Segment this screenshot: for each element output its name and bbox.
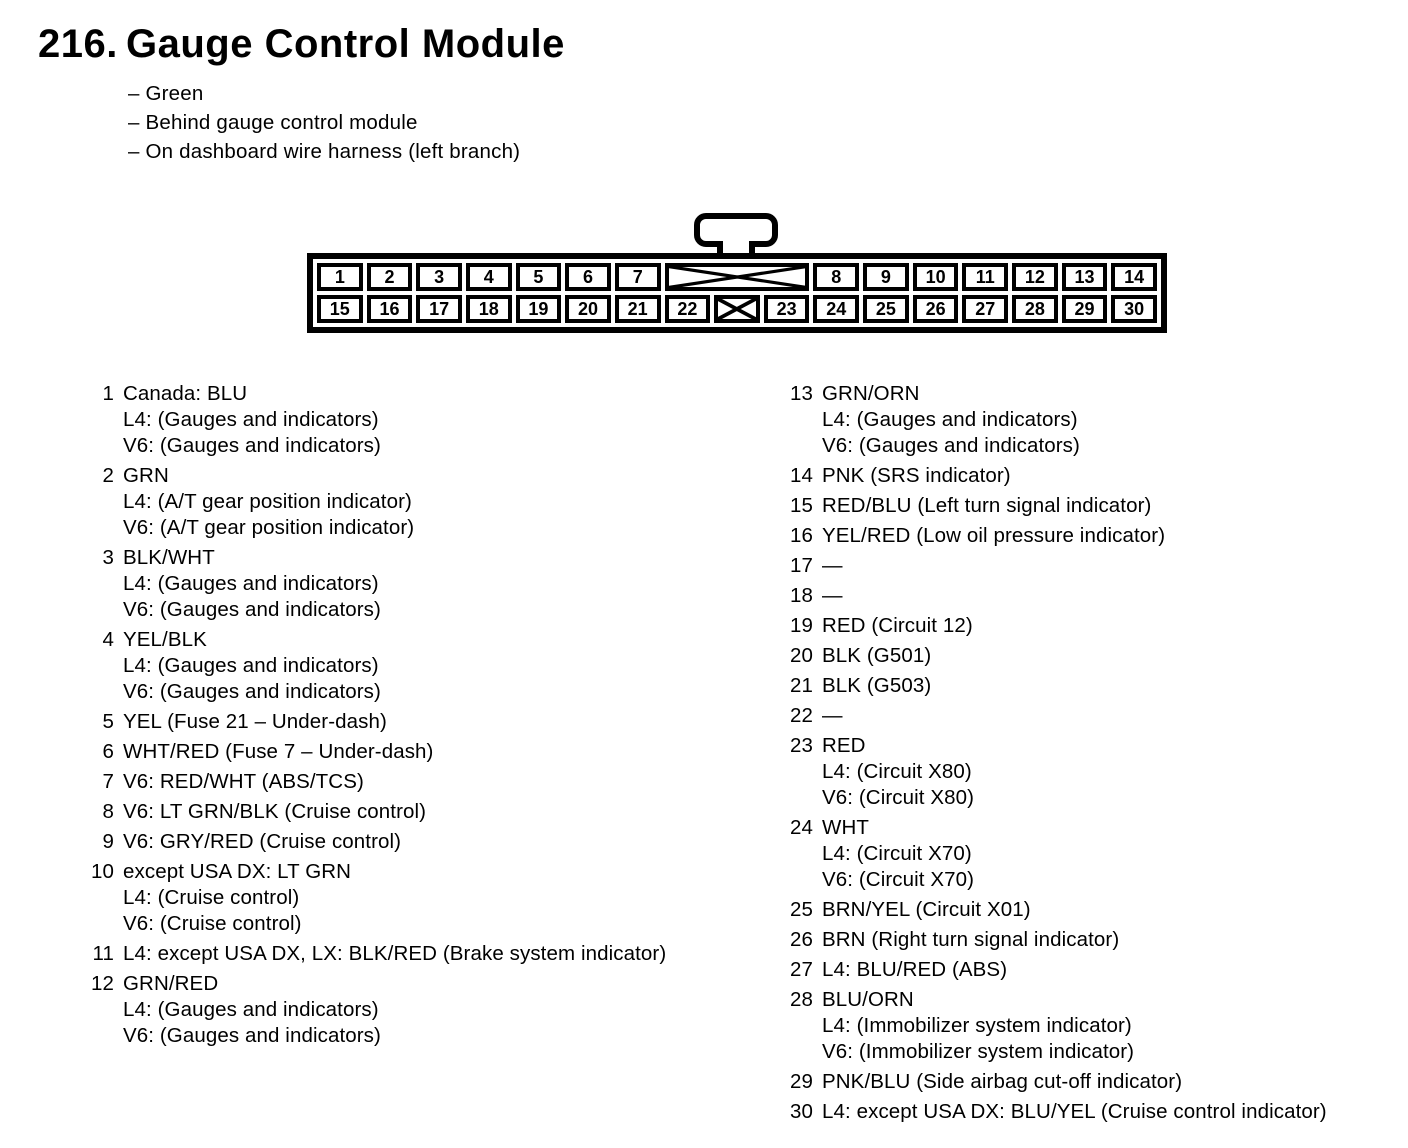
pin-description-line: WHT/RED (Fuse 7 – Under-dash) — [123, 740, 434, 763]
pin-description-line: GRN/ORN — [822, 382, 920, 405]
pin-description-line: GRN/RED — [123, 972, 219, 995]
pin-number: 15 — [789, 494, 813, 517]
pin-description-line: V6: LT GRN/BLK (Cruise control) — [123, 800, 427, 823]
pin-number: 8 — [102, 800, 114, 823]
location-notes — [128, 79, 520, 166]
pin-description — [822, 493, 1403, 519]
pin-description-line: — — [822, 704, 843, 727]
connector-pin-cell: 28 — [1012, 295, 1058, 323]
pin-number: 21 — [789, 674, 813, 697]
pin-description — [822, 815, 1403, 893]
pin-description-line: RED (Circuit 12) — [822, 614, 973, 637]
pin-description — [822, 1099, 1403, 1125]
connector-pin-cell: 17 — [416, 295, 462, 323]
pin-description — [123, 769, 744, 795]
pin-description — [123, 381, 744, 459]
pin-description-line: V6: (Circuit X80) — [822, 786, 975, 809]
pin-entry — [84, 627, 744, 705]
pin-entry — [783, 927, 1403, 953]
pin-list-left — [84, 381, 744, 1053]
pin-description — [822, 987, 1403, 1065]
location-note: – Behind gauge control module — [128, 111, 418, 134]
pin-entry — [84, 545, 744, 623]
pin-description — [822, 897, 1403, 923]
pin-description-line: V6: (Gauges and indicators) — [123, 434, 381, 457]
pin-entry — [84, 739, 744, 765]
pin-number: 30 — [789, 1100, 813, 1123]
pin-entry — [783, 493, 1403, 519]
pin-entry — [84, 709, 744, 735]
pin-description — [822, 613, 1403, 639]
pin-entry — [84, 463, 744, 541]
pin-number: 4 — [102, 628, 114, 651]
pin-entry — [783, 987, 1403, 1065]
pin-number: 5 — [102, 710, 114, 733]
connector-pin-cell: 12 — [1012, 263, 1058, 291]
connector-pin-cell: 30 — [1111, 295, 1157, 323]
pin-description-line: YEL/RED (Low oil pressure indicator) — [822, 524, 1166, 547]
pin-entry — [84, 859, 744, 937]
connector-pin-cell: 10 — [913, 263, 959, 291]
pin-entry — [783, 673, 1403, 699]
pin-description-line: L4: (Gauges and indicators) — [123, 998, 379, 1021]
connector-pin-cell: 11 — [962, 263, 1008, 291]
pin-description — [822, 673, 1403, 699]
pin-number: 16 — [789, 524, 813, 547]
pin-description-line: Canada: BLU — [123, 382, 248, 405]
pin-description-line: L4: (Circuit X70) — [822, 842, 972, 865]
connector-diagram — [307, 253, 1167, 333]
pin-description — [123, 739, 744, 765]
location-note: – Green — [128, 82, 204, 105]
pin-number: 22 — [789, 704, 813, 727]
pin-number: 6 — [102, 740, 114, 763]
connector-pin-cell: 6 — [565, 263, 611, 291]
connector-pin-cell: 25 — [863, 295, 909, 323]
pin-number: 19 — [789, 614, 813, 637]
pin-description-line: BLK (G503) — [822, 674, 932, 697]
pin-number: 9 — [102, 830, 114, 853]
pin-description — [822, 703, 1403, 729]
pin-description — [822, 553, 1403, 579]
pin-description-line: L4: (Gauges and indicators) — [123, 408, 379, 431]
pin-description — [123, 709, 744, 735]
connector-pin-cell: 26 — [913, 295, 959, 323]
pin-entry — [783, 583, 1403, 609]
pin-description — [123, 971, 744, 1049]
pin-entry — [84, 769, 744, 795]
pin-number: 10 — [90, 860, 114, 883]
pin-description-line: YEL (Fuse 21 – Under-dash) — [123, 710, 387, 733]
connector-blocked-cell — [714, 295, 760, 323]
pin-description-line: V6: (Circuit X70) — [822, 868, 975, 891]
pin-description-line: BRN/YEL (Circuit X01) — [822, 898, 1031, 921]
connector-pin-cell: 22 — [665, 295, 711, 323]
pin-description-line: L4: BLU/RED (ABS) — [822, 958, 1008, 981]
pin-description-line: L4: except USA DX, LX: BLK/RED (Brake system indicator) — [123, 942, 667, 965]
pin-description-line: V6: (A/T gear position indicator) — [123, 516, 415, 539]
pin-number: 7 — [102, 770, 114, 793]
connector-pin-cell: 14 — [1111, 263, 1157, 291]
pin-entry — [783, 1069, 1403, 1095]
pin-description-line: L4: (Gauges and indicators) — [123, 654, 379, 677]
pin-entry — [783, 897, 1403, 923]
x-mark-icon — [718, 299, 756, 319]
pin-entry — [84, 971, 744, 1049]
pin-number: 29 — [789, 1070, 813, 1093]
pin-list-right — [783, 381, 1403, 1129]
pin-description-line: — — [822, 554, 843, 577]
pin-number: 11 — [92, 942, 114, 965]
pin-description-line: V6: (Gauges and indicators) — [123, 680, 381, 703]
pin-entry — [84, 941, 744, 967]
pin-number: 1 — [102, 382, 114, 405]
pin-entry — [783, 957, 1403, 983]
connector-pin-cell: 9 — [863, 263, 909, 291]
connector-pin-cell: 7 — [615, 263, 661, 291]
connector-pin-cell: 16 — [367, 295, 413, 323]
pin-description-line: L4: except USA DX: BLU/YEL (Cruise control indicator) — [822, 1100, 1327, 1123]
pin-description-line: L4: (Gauges and indicators) — [822, 408, 1078, 431]
x-mark-icon — [669, 267, 806, 287]
pin-description-line: BRN (Right turn signal indicator) — [822, 928, 1120, 951]
connector-grid — [307, 253, 1167, 333]
pin-entry — [84, 381, 744, 459]
pin-description — [822, 463, 1403, 489]
pin-description-line: L4: (Cruise control) — [123, 886, 300, 909]
pin-description — [822, 733, 1403, 811]
pin-description-line: YEL/BLK — [123, 628, 207, 651]
pin-entry — [783, 703, 1403, 729]
pin-description-line: V6: (Gauges and indicators) — [123, 598, 381, 621]
connector-blocked-cell — [665, 263, 810, 291]
pin-description — [123, 859, 744, 937]
pin-number: 24 — [789, 816, 813, 839]
pin-description — [822, 927, 1403, 953]
pin-description — [123, 627, 744, 705]
pin-description-line: GRN — [123, 464, 169, 487]
connector-pin-cell: 24 — [813, 295, 859, 323]
connector-pin-cell: 21 — [615, 295, 661, 323]
pin-number: 27 — [789, 958, 813, 981]
pin-description — [123, 545, 744, 623]
pin-number: 12 — [90, 972, 114, 995]
pin-description-line: WHT — [822, 816, 869, 839]
connector-pin-cell: 27 — [962, 295, 1008, 323]
pin-description-line: V6: (Immobilizer system indicator) — [822, 1040, 1135, 1063]
pin-number: 20 — [789, 644, 813, 667]
pin-number: 13 — [789, 382, 813, 405]
connector-pin-cell: 18 — [466, 295, 512, 323]
pin-entry — [783, 381, 1403, 459]
pin-description — [822, 523, 1403, 549]
pin-description-line: — — [822, 584, 843, 607]
pin-description-line: BLK (G501) — [822, 644, 932, 667]
pin-entry — [783, 463, 1403, 489]
pin-number: 26 — [789, 928, 813, 951]
pin-description — [822, 957, 1403, 983]
pin-entry — [84, 829, 744, 855]
pin-number: 23 — [789, 734, 813, 757]
pin-description — [123, 463, 744, 541]
pin-description-line: PNK (SRS indicator) — [822, 464, 1011, 487]
pin-description — [822, 381, 1403, 459]
pin-description-line: V6: GRY/RED (Cruise control) — [123, 830, 402, 853]
pin-description-line: except USA DX: LT GRN — [123, 860, 352, 883]
pin-description-line: PNK/BLU (Side airbag cut-off indicator) — [822, 1070, 1183, 1093]
connector-pin-cell: 1 — [317, 263, 363, 291]
section-number: 216. — [38, 22, 118, 66]
connector-pin-cell: 29 — [1062, 295, 1108, 323]
pin-number: 18 — [789, 584, 813, 607]
connector-pin-cell: 8 — [813, 263, 859, 291]
connector-pin-cell: 5 — [516, 263, 562, 291]
pin-entry — [783, 815, 1403, 893]
pin-entry — [783, 643, 1403, 669]
pin-description — [822, 583, 1403, 609]
pin-description-line: V6: (Cruise control) — [123, 912, 302, 935]
page-title — [38, 22, 565, 67]
pin-number: 14 — [789, 464, 813, 487]
connector-pin-cell: 20 — [565, 295, 611, 323]
location-note: – On dashboard wire harness (left branch) — [128, 140, 521, 163]
title-text: Gauge Control Module — [126, 22, 565, 66]
pin-entry — [783, 553, 1403, 579]
pin-description-line: L4: (Circuit X80) — [822, 760, 972, 783]
pin-description — [822, 1069, 1403, 1095]
pin-description — [123, 829, 744, 855]
pin-description — [822, 643, 1403, 669]
pin-entry — [783, 733, 1403, 811]
pin-description-line: L4: (Immobilizer system indicator) — [822, 1014, 1132, 1037]
pin-description-line: L4: (A/T gear position indicator) — [123, 490, 412, 513]
pin-entry — [84, 799, 744, 825]
pin-entry — [783, 523, 1403, 549]
pin-description — [123, 941, 744, 967]
connector-pin-cell: 3 — [416, 263, 462, 291]
pin-number: 17 — [789, 554, 813, 577]
pin-description-line: L4: (Gauges and indicators) — [123, 572, 379, 595]
pin-number: 25 — [789, 898, 813, 921]
pin-description — [123, 799, 744, 825]
connector-pin-cell: 13 — [1062, 263, 1108, 291]
connector-pin-cell: 4 — [466, 263, 512, 291]
connector-pin-cell: 2 — [367, 263, 413, 291]
connector-pin-cell: 19 — [516, 295, 562, 323]
pin-number: 3 — [102, 546, 114, 569]
pin-number: 2 — [102, 464, 114, 487]
pin-number: 28 — [789, 988, 813, 1011]
pin-description-line: V6: RED/WHT (ABS/TCS) — [123, 770, 364, 793]
pin-entry — [783, 1099, 1403, 1125]
pin-description-line: BLU/ORN — [822, 988, 914, 1011]
pin-entry — [783, 613, 1403, 639]
connector-latch-stem-icon — [717, 241, 755, 253]
pin-description-line: V6: (Gauges and indicators) — [822, 434, 1080, 457]
pin-description-line: BLK/WHT — [123, 546, 215, 569]
pin-description-line: RED/BLU (Left turn signal indicator) — [822, 494, 1152, 517]
connector-pin-cell: 23 — [764, 295, 810, 323]
connector-pin-cell: 15 — [317, 295, 363, 323]
pin-description-line: V6: (Gauges and indicators) — [123, 1024, 381, 1047]
pin-description-line: RED — [822, 734, 866, 757]
